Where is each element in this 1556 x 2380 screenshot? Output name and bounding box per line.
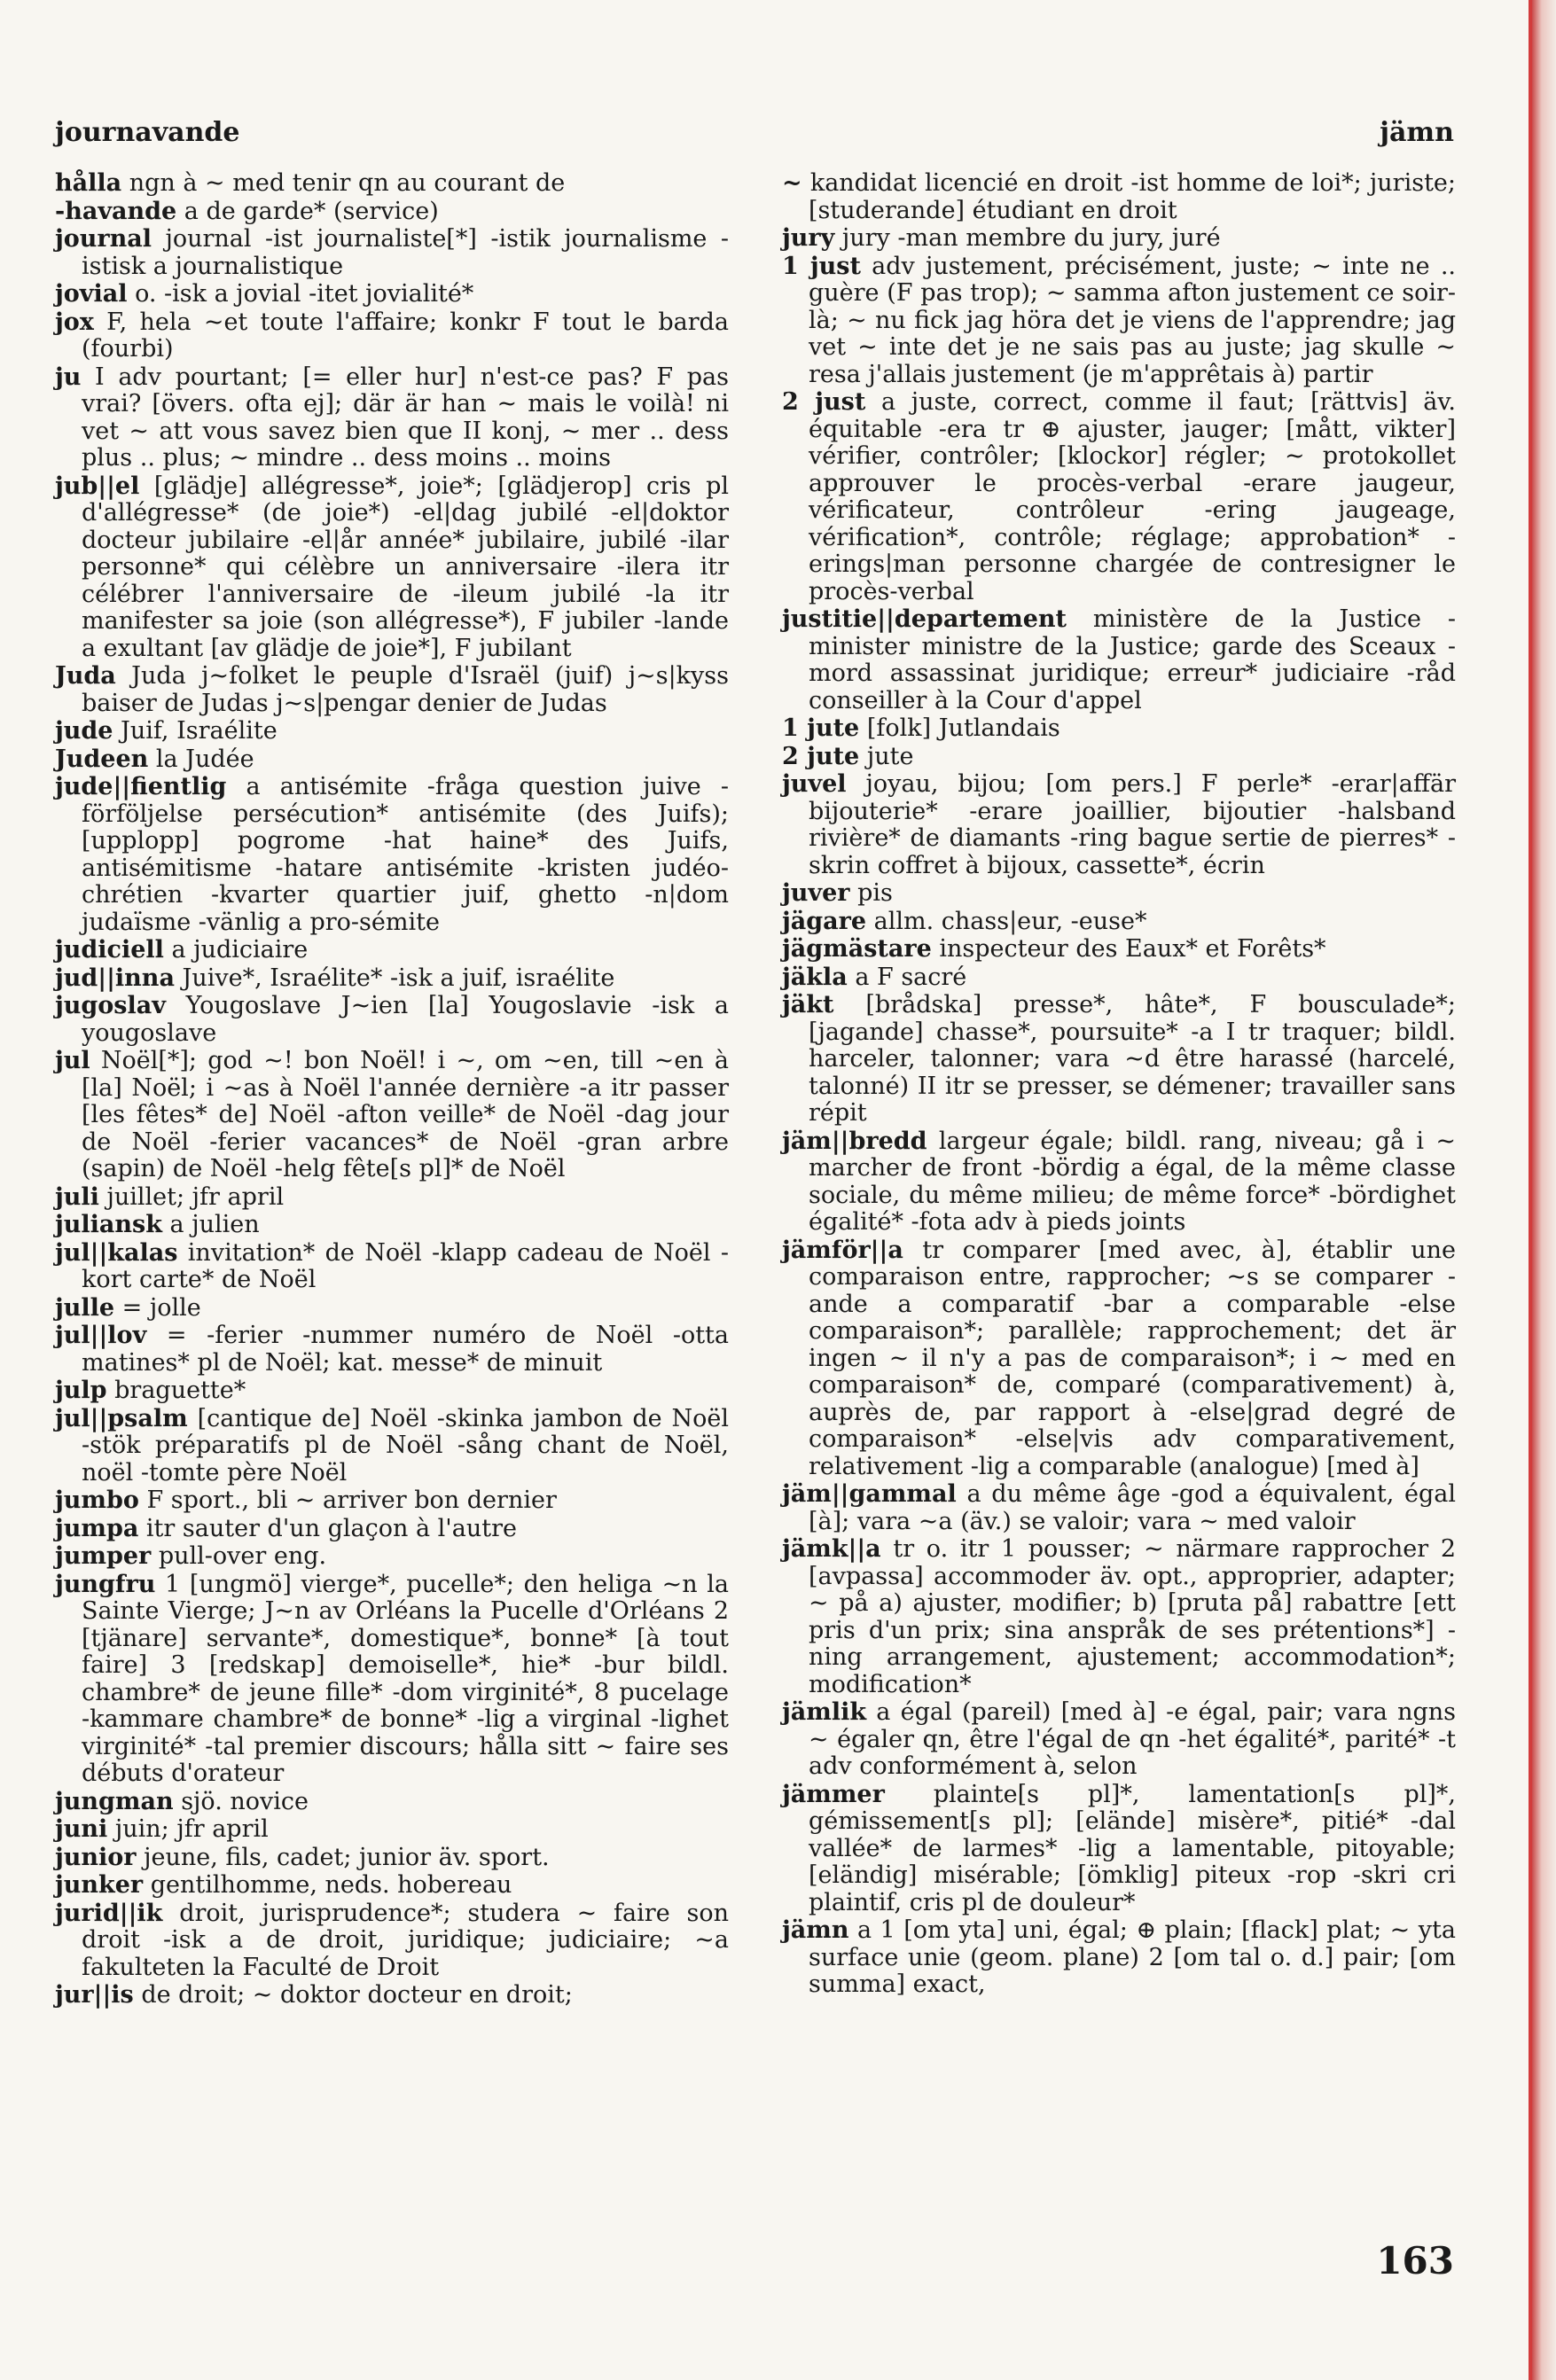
dictionary-entry: ~ kandidat licencié en droit -ist homme de loi*; juriste; [studerande] étudiant en droit — [782, 169, 1456, 224]
dictionary-entry: jul||kalas invitation* de Noël -klapp cadeau de Noël -kort carte* de Noël — [55, 1238, 729, 1293]
dictionary-entry: jumbo F sport., bli ~ arriver bon dernier — [55, 1487, 557, 1514]
dictionary-entry: juliansk a julien — [55, 1211, 260, 1238]
dictionary-entry: jud||inna Juive*, Israélite* -isk a juif, israélite — [55, 964, 615, 992]
dictionary-entry: juver pis — [782, 879, 893, 907]
dictionary-entry: jägare allm. chass|eur, -euse* — [782, 907, 1147, 935]
dictionary-entry: jumpa itr sauter d'un glaçon à l'autre — [55, 1514, 517, 1542]
red-page-edge — [1532, 0, 1556, 2380]
dictionary-entry: jul Noël[*]; god ~! bon Noël! i ~, om ~en, till ~en à [la] Noël; i ~as à Noël l'année dernière -a itr passer [les fêtes* de] Noël -afton veille* de Noël -dag jour de Noël -ferier vacances* de Noël -gran arbre (sapin) de Noël -helg fête[s pl]* de Noël — [55, 1047, 729, 1182]
dictionary-entry: 1 jute [folk] Jutlandais — [782, 714, 1060, 742]
dictionary-entry: jägmästare inspecteur des Eaux* et Forêts* — [782, 935, 1326, 963]
dictionary-entry: judiciell a judiciaire — [55, 936, 309, 964]
dictionary-entry: jäm||gammal a du même âge -god a équivalent, égal [à]; vara ~a (äv.) se valoir; vara ~ med valoir — [782, 1480, 1456, 1535]
dictionary-entry: juli juillet; jfr april — [55, 1182, 285, 1211]
dictionary-entry: -havande a de garde* (service) — [55, 197, 439, 225]
dictionary-entry: jur||is de droit; ~ doktor docteur en droit; — [55, 1981, 573, 2009]
dictionary-entry: jungfru 1 [ungmö] vierge*, pucelle*; den heliga ~n la Sainte Vierge; J~n av Orléans la Pucelle d'Orléans 2 [tjänare] servante*, domestique*, bonne* [à tout faire] 3 [redskap] demoiselle*, hie* -bur bildl. chambre* de jeune fille* -dom virginité*, 8 pucelage -kammare chambre* de bonne* -lig a virginal -lighet virginité* -tal premier discours; hålla sitt ~ faire ses débuts d'orateur — [55, 1570, 729, 1787]
page-number: 163 — [1376, 2239, 1454, 2282]
dictionary-entry: julle = jolle — [55, 1293, 201, 1322]
dictionary-entry: hålla ngn à ~ med tenir qn au courant de — [55, 169, 566, 197]
dictionary-entry: juvel joyau, bijou; [om pers.] F perle* -erar|affär bijouterie* -erare joaillier, bijoutier -halsband rivière* de diamants -ring bague sertie de pierres* -skrin coffret à bijoux, cassette*, écrin — [782, 770, 1456, 879]
dictionary-entry: Juda Juda j~folket le peuple d'Israël (juif) j~s|kyss baiser de Judas j~s|pengar denier de Judas — [55, 662, 729, 717]
header-right-guideword: jämn — [1380, 117, 1454, 148]
dictionary-entry: jäkt [brådska] presse*, hâte*, F bousculade*; [jagande] chasse*, poursuite* -a I tr traquer; bildl. harceler, talonner; vara ~d être harassé (harcelé, talonné) II itr se presser, se démener; travailler sans répit — [782, 991, 1456, 1127]
dictionary-entry: jämn a 1 [om yta] uni, égal; ⊕ plain; [flack] plat; ~ yta surface unie (geom. plane) 2 [om tal o. d.] pair; [om summa] exact, — [782, 1916, 1456, 1998]
dictionary-entry: jämk||a tr o. itr 1 pousser; ~ närmare rapprocher 2 [avpassa] accommoder äv. opt., approprier, adapter; ~ på a) ajuster, modifier; b) [pruta på] rabattre [ett pris d'un prix; sina anspråk de ses prétentions*] -ning arrangement, ajustement; accommodation*; modification* — [782, 1535, 1456, 1698]
dictionary-entry: ju I adv pourtant; [= eller hur] n'est-ce pas? F pas vrai? [övers. ofta ej]; där är han ~ mais le voilà! ni vet ~ att vous savez bien que II konj, ~ mer .. dess plus .. plus; ~ mindre .. dess moins .. moins — [55, 363, 729, 472]
dictionary-entry: jämmer plainte[s pl]*, lamentation[s pl]*, gémissement[s pl]; [elände] misère*, pitié* -dal vallée* de larmes* -lig a lamentable, pitoyable; [eländig] misérable; [ömklig] piteux -rop -skri cri plaintif, cris pl de douleur* — [782, 1780, 1456, 1916]
dictionary-entry: justitie||departement ministère de la Justice -minister ministre de la Justice; garde des Sceaux -mord assassinat juridique; erreur* judiciaire -råd conseiller à la Cour d'appel — [782, 605, 1456, 714]
dictionary-entry: junior jeune, fils, cadet; junior äv. sport. — [55, 1843, 550, 1871]
dictionary-entry: junker gentilhomme, neds. hobereau — [55, 1871, 512, 1899]
dictionary-entry: jul||psalm [cantique de] Noël -skinka jambon de Noël -stök préparatifs pl de Noël -sång chant de Noël, noël -tomte père Noël — [55, 1404, 729, 1487]
dictionary-entry: 2 jute jute — [782, 742, 914, 770]
dictionary-entry: jäm||bredd largeur égale; bildl. rang, niveau; gå i ~ marcher de front -bördig a égal, de la même classe sociale, du même milieu; de même force* -bördighet égalité* -fota adv à pieds joints — [782, 1127, 1456, 1236]
header-left-guideword: journavande — [55, 117, 240, 148]
dictionary-entry: jumper pull-over eng. — [55, 1542, 327, 1570]
dictionary-entry: jude||fientlig a antisémite -fråga question juive -förföljelse persécution* antisémite (des Juifs); [upplopp] pogrome -hat haine* des Juifs, antisémitisme -hatare antisémite -kristen judéo-chrétien -kvarter quartier juif, ghetto -n|dom judaïsme -vänlig a pro-sémite — [55, 773, 729, 936]
dictionary-entry: jub||el [glädje] allégresse*, joie*; [glädjerop] cris pl d'allégresse* (de joie*) -el|dag jubilé -el|doktor docteur jubilaire -el|år année* jubilaire, jubilé -ilar personne* qui célèbre un anniversaire -ilera itr célébrer l'anniversaire de -ileum jubilé -la itr manifester sa joie (son allégresse*), F jubiler -lande a exultant [av glädje de joie*], F jubilant — [55, 472, 729, 662]
dictionary-entry: Judeen la Judée — [55, 745, 254, 773]
dictionary-entry: jovial o. -isk a jovial -itet jovialité* — [55, 280, 474, 308]
dictionary-entry: jämför||a tr comparer [med avec, à], établir une comparaison entre, rapprocher; ~s se comparer -ande a comparatif -bar a comparable -else comparaison*; parallèle; rapprochement; det är ingen ~ il n'y a pas de comparaison*; i ~ med en comparaison* de, comparé (comparativement) à, auprès de, par rapport à -else|grad degré de comparaison* -else|vis adv comparativement, relativement -lig a comparable (analogue) [med à] — [782, 1236, 1456, 1480]
dictionary-entry: 1 just adv justement, précisément, juste; ~ inte ne .. guère (F pas trop); ~ samma afton justement ce soir-là; ~ nu fick jag höra det je viens de l'apprendre; jag vet ~ inte det je ne sais pas au juste; jag skulle ~ resa j'allais justement (je m'apprêtais à) partir — [782, 252, 1457, 388]
dictionary-entry: julp braguette* — [55, 1377, 246, 1404]
dictionary-entry: jurid||ik droit, jurisprudence*; studera ~ faire son droit -isk a de droit, juridique; judiciaire; ~a fakulteten la Faculté de Droit — [55, 1899, 729, 1981]
dictionary-entry: jox F, hela ~et toute l'affaire; konkr F tout le barda (fourbi) — [55, 308, 729, 363]
dictionary-entry: jäkla a F sacré — [782, 963, 967, 991]
dictionary-entry: journal journal -ist journaliste[*] -istik journalisme -istisk a journalistique — [55, 225, 729, 280]
left-column — [55, 170, 729, 2010]
dictionary-entry: jämlik a égal (pareil) [med à] -e égal, pair; vara ngns ~ égaler qn, être l'égal de qn -het égalité*, parité* -t adv conformément à, selon — [782, 1698, 1456, 1780]
dictionary-entry: 2 just a juste, correct, comme il faut; [rättvis] äv. équitable -era tr ⊕ ajuster, jauger; [mått, vikter] vérifier, contrôler; [klockor] régler; ~ protokollet approuver le procès-verbal -erare jaugeur, vérificateur, contrôleur -ering jaugeage, vérification*, contrôle; réglage; approbation* -erings|man personne chargée de contresigner le procès-verbal — [782, 388, 1456, 605]
right-column — [782, 170, 1456, 2000]
dictionary-entry: jury jury -man membre du jury, juré — [782, 224, 1221, 252]
dictionary-entry: juni juin; jfr april — [55, 1815, 269, 1843]
dictionary-entry: jul||lov = -ferier -nummer numéro de Noël -otta matines* pl de Noël; kat. messe* de minuit — [55, 1322, 729, 1377]
dictionary-entry: jude Juif, Israélite — [55, 717, 278, 745]
dictionary-entry: jugoslav Yougoslave J~ien [la] Yougoslavie -isk a yougoslave — [55, 992, 729, 1047]
dictionary-entry: jungman sjö. novice — [55, 1787, 309, 1815]
